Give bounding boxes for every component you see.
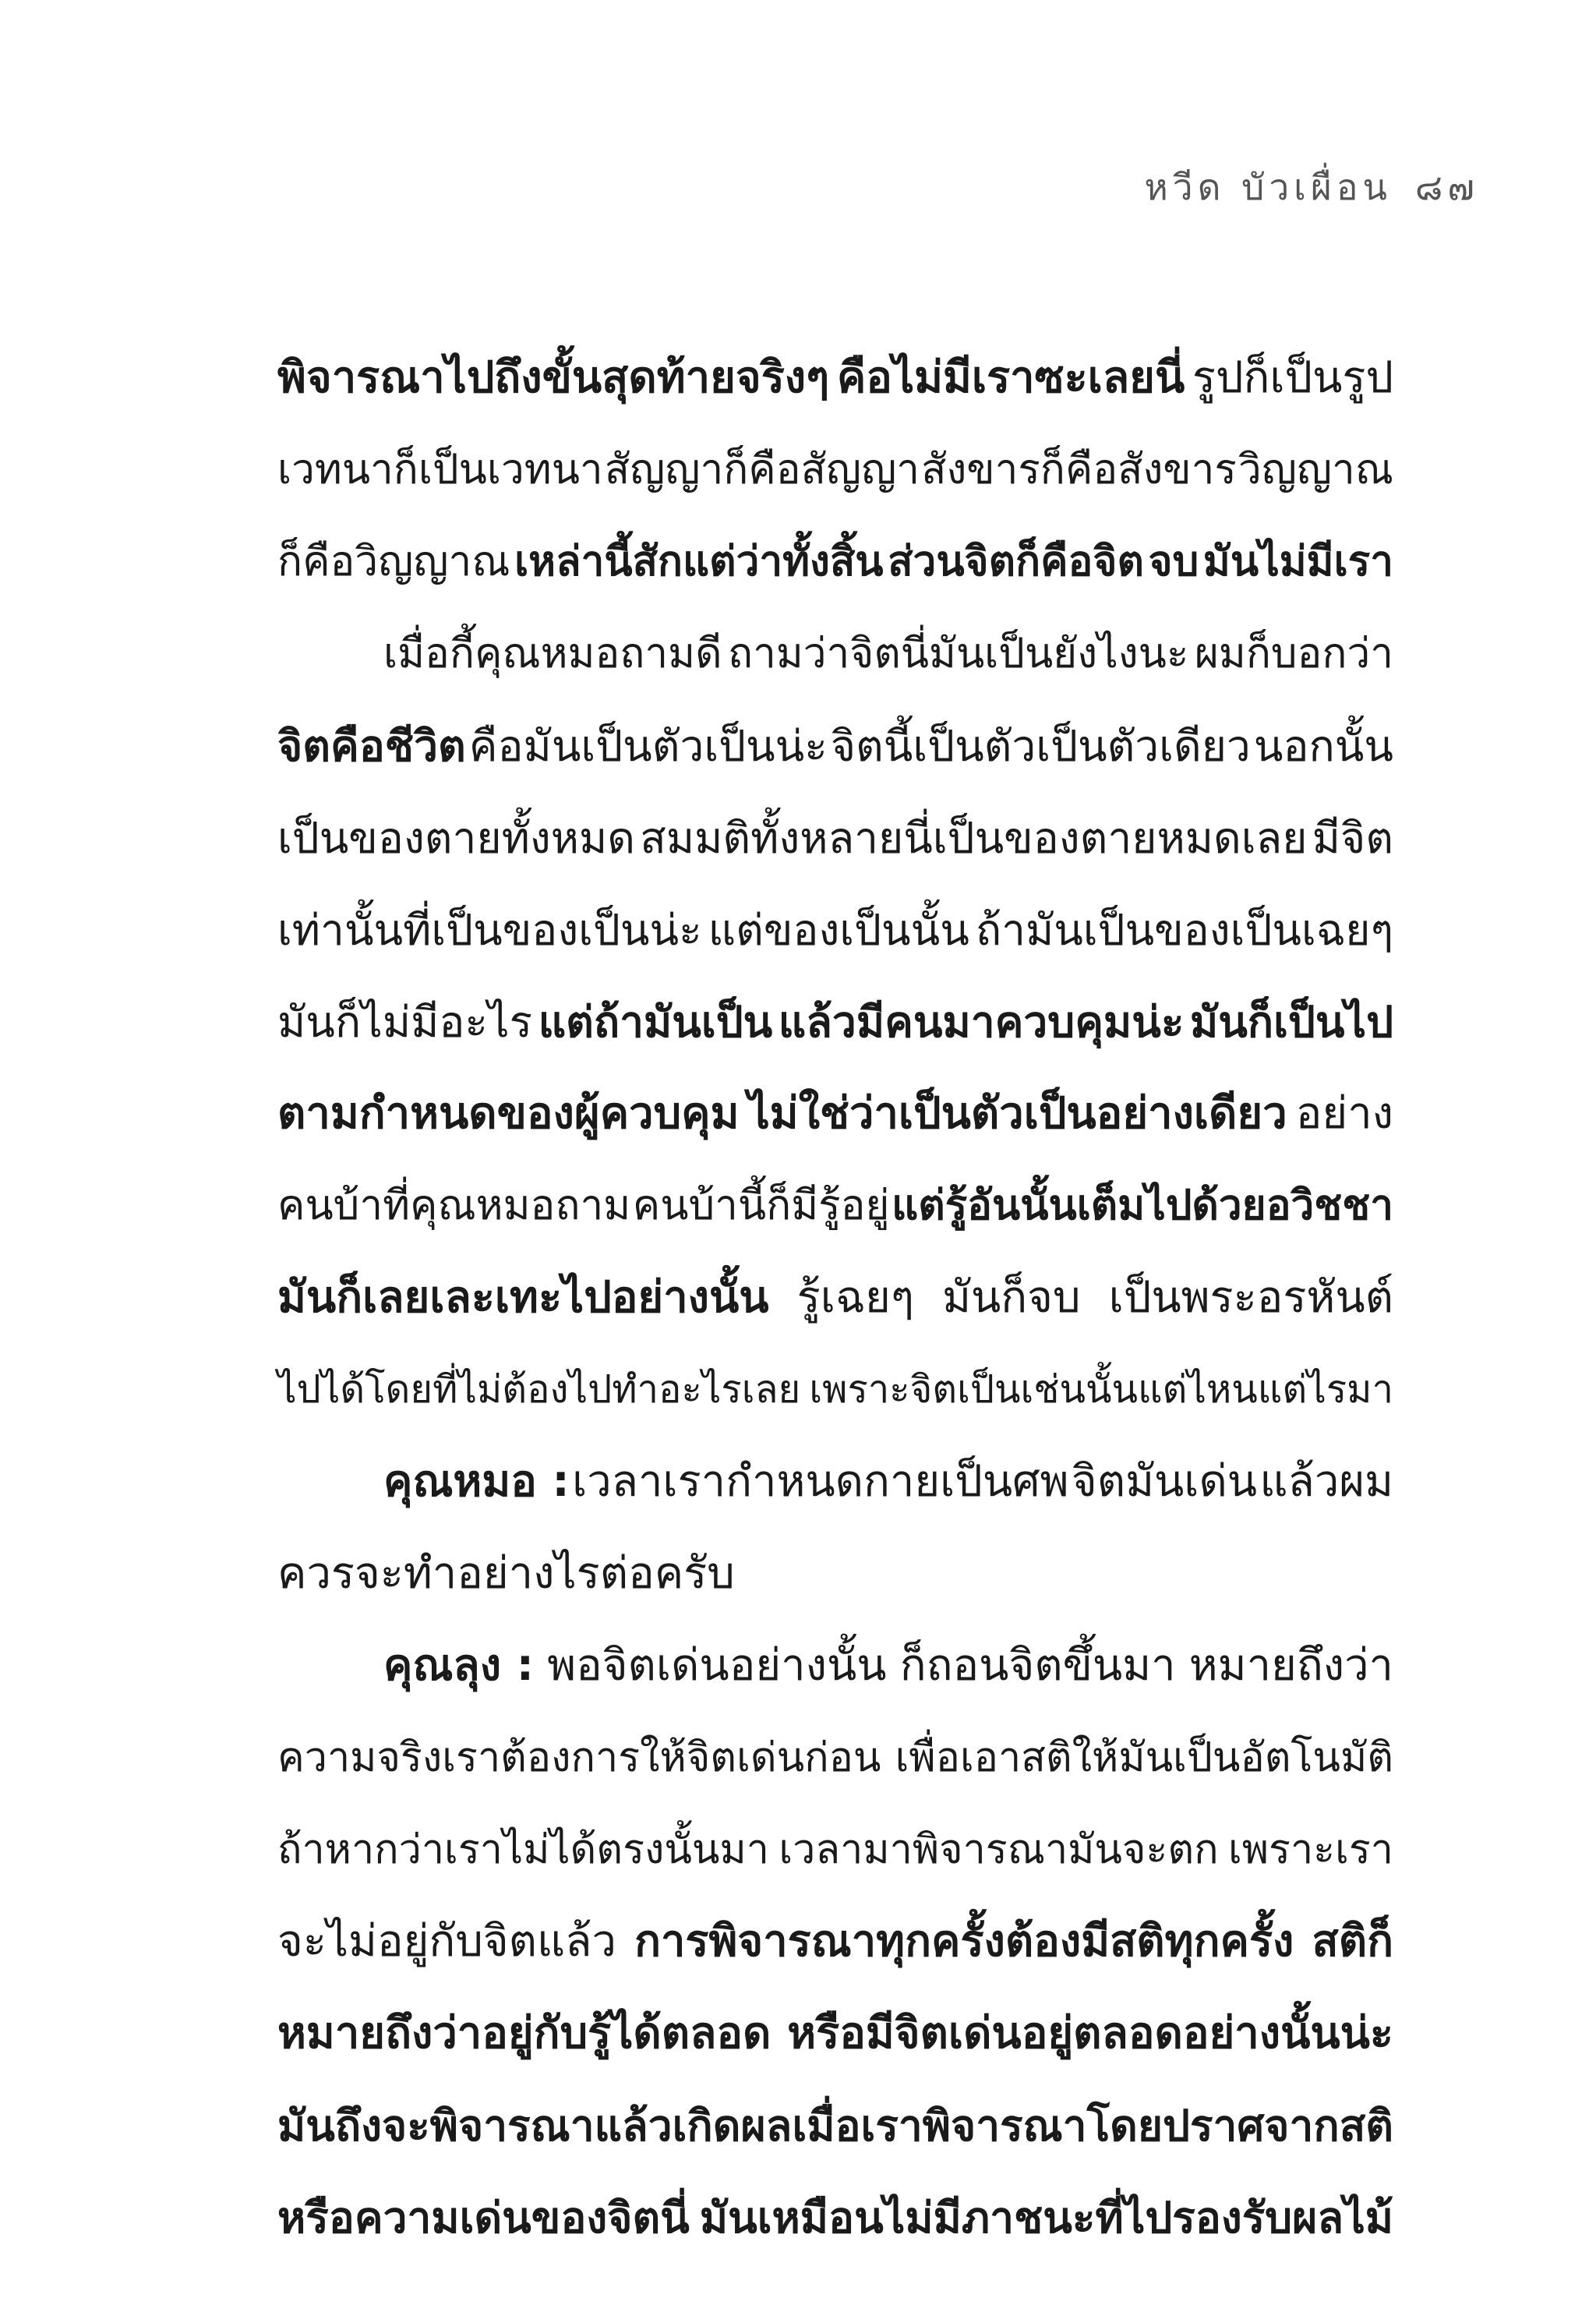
text-segment: เวลาเรากำหนดกายเป็นศพ	[572, 1456, 1069, 1507]
text-segment: คนบ้านี้ก็มีรู้อยู่	[632, 1182, 890, 1229]
text-segment: ก็คือวิญญาณ	[277, 538, 510, 585]
bold-text-segment: สติก็	[1312, 1916, 1393, 1967]
text-segment: จิตนี้เป็นตัวเป็นตัวเดียว	[830, 721, 1251, 771]
author-name: หวีด บัวเผื่อน	[1144, 166, 1392, 208]
bold-text-segment: มันถึงจะพิจารณาแล้วเกิดผล	[277, 2101, 793, 2151]
text-segment: รูปก็เป็นรูป	[1192, 352, 1393, 403]
text-segment: ถ้ามันเป็นของเป็นเฉยๆ	[975, 905, 1393, 955]
text-line	[277, 516, 1393, 608]
text-segment: สัญญาก็คือสัญญา	[604, 446, 920, 493]
text-segment: พอจิตเด่นอย่างนั้น	[547, 1640, 887, 1691]
bold-text-segment: เมื่อเราพิจารณาโดยปราศจากสติ	[792, 2101, 1393, 2151]
text-line	[277, 1436, 1393, 1528]
text-segment: เป็นพระอรหันต์	[1108, 1272, 1393, 1323]
text-line	[277, 608, 1393, 700]
bold-text-segment: มันเหมือนไม่มีภาชนะที่ไปรองรับผลไม้	[699, 2193, 1393, 2243]
text-line	[277, 424, 1393, 516]
bold-text-segment: หรือมีจิตเด่นอยู่ตลอดอย่างนั้นน่ะ	[787, 2008, 1393, 2059]
text-line	[277, 1160, 1393, 1252]
text-segment: ถามว่าจิตนี่มันเป็นยังไงนะ	[728, 630, 1189, 677]
text-segment: วิญญาณ	[1238, 446, 1393, 493]
text-line	[277, 1068, 1393, 1160]
bold-text-segment: แต่รู้อันนั้นเต็มไปด้วยอวิชชา	[892, 1182, 1393, 1229]
text-line	[277, 976, 1393, 1068]
text-segment: แต่ของเป็นนั้น	[708, 905, 969, 955]
text-segment: อย่าง	[1295, 1088, 1393, 1139]
text-line	[277, 2172, 1393, 2264]
bold-text-segment: มันก็เป็นไป	[1189, 997, 1393, 1047]
bold-text-segment: ตามกำหนดของผู้ควบคุม	[277, 1088, 740, 1139]
text-segment: มันก็จบ	[942, 1272, 1081, 1323]
text-segment: รู้เฉยๆ	[796, 1272, 914, 1323]
text-line	[277, 1988, 1393, 2080]
text-segment: ความจริงเราต้องการให้จิตเด่นก่อน	[277, 1734, 881, 1781]
text-line	[277, 700, 1393, 792]
bold-text-segment: หรือความเด่นของจิตนี่	[277, 2193, 690, 2243]
text-segment: เมื่อกี้คุณหมอถามดี	[383, 630, 722, 677]
text-segment: ผมก็บอกว่า	[1194, 630, 1393, 677]
text-line	[277, 332, 1393, 424]
bold-text-segment: จิตคือชีวิต	[277, 721, 466, 771]
bold-text-segment: คุณลุง :	[383, 1640, 534, 1691]
text-segment: นอกนั้น	[1253, 721, 1393, 771]
text-segment: ไปได้โดยที่ไม่ต้องไปทำอะไรเลย	[277, 1367, 801, 1412]
text-line	[277, 1252, 1393, 1344]
text-line	[277, 884, 1393, 976]
text-segment: เพื่อเอาสติให้มันเป็นอัตโนมัติ	[895, 1734, 1393, 1781]
text-line	[277, 792, 1393, 884]
bold-text-segment: มันไม่มีเรา	[1202, 538, 1393, 585]
running-header	[1144, 159, 1479, 216]
text-segment: ก็ถอนจิตขึ้นมา	[899, 1640, 1176, 1691]
text-segment: จะไม่อยู่กับจิตแล้ว	[277, 1916, 616, 1967]
text-segment: สังขารก็คือสังขาร	[921, 446, 1237, 493]
text-segment: เป็นของตายทั้งหมด	[277, 813, 635, 863]
text-segment: เท่านั้นที่เป็นของเป็นน่ะ	[277, 905, 702, 955]
text-segment: หมายถึงว่า	[1188, 1640, 1393, 1691]
bold-text-segment: ไม่ใช่ว่าเป็นตัวเป็นอย่างเดียว	[747, 1088, 1287, 1139]
bold-text-segment: พิจารณาไปถึงขั้นสุดท้ายจริงๆ	[277, 352, 830, 403]
body-text	[277, 332, 1393, 2264]
bold-text-segment: ส่วนจิตก็คือจิต	[888, 538, 1144, 585]
bold-text-segment: เหล่านี้สักแต่ว่าทั้งสิ้น	[514, 538, 884, 585]
text-line	[277, 1712, 1393, 1804]
text-line	[277, 1896, 1393, 1988]
bold-text-segment: คุณหมอ :	[383, 1456, 570, 1507]
bold-text-segment: หมายถึงว่าอยู่กับรู้ได้ตลอด	[277, 2008, 772, 2059]
bold-text-segment: คือไม่มีเราซะเลยนี่	[836, 352, 1185, 403]
bold-text-segment: จบ	[1148, 538, 1199, 585]
text-segment: ควรจะทำอย่างไรต่อครับ	[277, 1548, 735, 1599]
text-segment: คือมันเป็นตัวเป็นน่ะ	[468, 721, 828, 771]
text-segment: จิตมันเด่น	[1071, 1456, 1258, 1507]
text-segment: เวลามาพิจารณามันจะตก	[779, 1826, 1219, 1873]
text-segment: มันก็ไม่มีอะไร	[277, 997, 533, 1047]
text-segment: เวทนาก็เป็นเวทนา	[277, 446, 603, 493]
bold-text-segment: แต่ถ้ามันเป็น	[538, 997, 773, 1047]
text-line	[277, 1620, 1393, 1712]
text-line	[277, 1344, 1393, 1436]
text-segment: แล้วผม	[1259, 1456, 1393, 1507]
text-segment: เพราะจิตเป็นเช่นนั้นแต่ไหนแต่ไรมา	[809, 1367, 1393, 1412]
text-line	[277, 1804, 1393, 1896]
text-segment: มีจิต	[1312, 813, 1393, 863]
bold-text-segment: มันก็เลยเละเทะไปอย่างนั้น	[277, 1272, 769, 1323]
text-segment: ถ้าหากว่าเราไม่ได้ตรงนั้นมา	[277, 1826, 769, 1873]
text-segment: คนบ้าที่คุณหมอถาม	[277, 1182, 631, 1229]
text-segment: เพราะเรา	[1227, 1826, 1393, 1873]
bold-text-segment: แล้วมีคนมาควบคุมน่ะ	[778, 997, 1185, 1047]
text-line	[277, 2080, 1393, 2172]
bold-text-segment: การพิจารณาทุกครั้งต้องมีสติทุกครั้ง	[634, 1916, 1294, 1967]
page-number: ๘๗	[1414, 166, 1479, 208]
text-segment: สมมติทั้งหลายนี่เป็นของตายหมดเลย	[640, 813, 1308, 863]
text-line	[277, 1528, 1393, 1620]
